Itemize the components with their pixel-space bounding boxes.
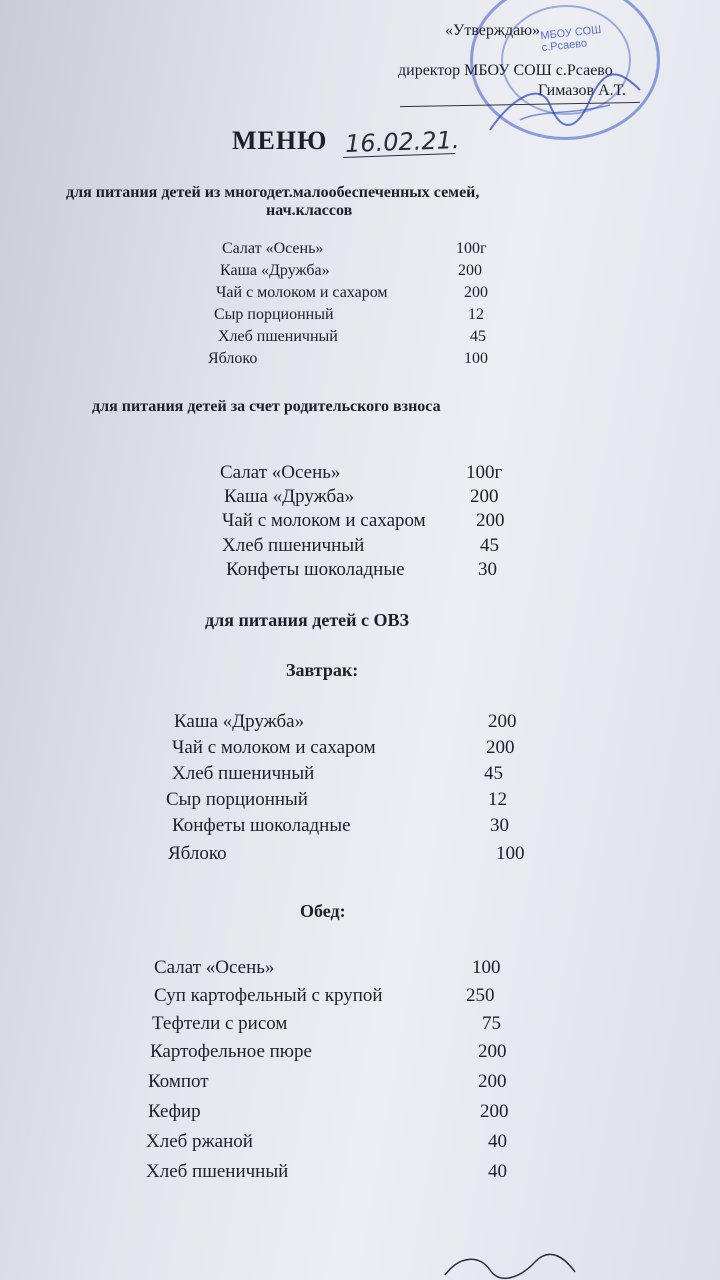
section-1-heading: для питания детей из многодет.малообеспеченных семей,: [66, 184, 480, 201]
subsection-lunch-label: Обед:: [300, 901, 346, 921]
section-1-heading-2: нач.классов: [266, 202, 353, 219]
stamp-text: МБОУ СОШ с.Рсаево: [539, 23, 602, 55]
menu-document: МБОУ СОШ с.Рсаево «Утверждаю» директор МБОУ СОШ с.Рсаево Гимазов А.Т. МЕНЮ 16.02.21. для питания детей из многодет.малообеспеченных семей, нач.классов Салат «Осень» 100г Каша «Дружба» 200 Чай с молоком и сахаром 200 Сыр порционный 12 Хлеб пшеничный 45 Яблоко 100 для питания детей за счет родительского взноса Салат «Осень» 100г Каша «Дружба» 200 Чай с молоком и сахаром 200 Хлеб пшеничный 45 Конфеты шоколадные 30 для питания детей с ОВЗ Завтрак: Каша «Дружба» 200 Чай с молоком и сахаром 200 Хлеб пшеничный 45 Сыр порционный 12 Конфеты шоколадные 30 Яблоко 100 Обед: Салат «Осень» 100 Суп картофельный с крупой 250 Тефтели с рисом 75 Картофельное пюре 200 Компот 200 Кефир 200 Хлеб ржаной 40 Хлеб пшеничный 40: [0, 0, 720, 1280]
section-3-heading: для питания детей с ОВЗ: [205, 610, 410, 630]
approval-name: Гимазов А.Т.: [538, 82, 626, 99]
handwritten-date: 16.02.21.: [344, 126, 460, 158]
subsection-breakfast-label: Завтрак:: [286, 660, 359, 680]
signature-icon: [480, 60, 650, 150]
page-title: МЕНЮ: [232, 126, 328, 155]
approval-label: «Утверждаю»: [445, 22, 541, 39]
handwritten-mark-icon: [440, 1250, 580, 1280]
section-2-heading: для питания детей за счет родительского взноса: [92, 398, 441, 415]
approval-director: директор МБОУ СОШ с.Рсаево: [398, 62, 613, 79]
